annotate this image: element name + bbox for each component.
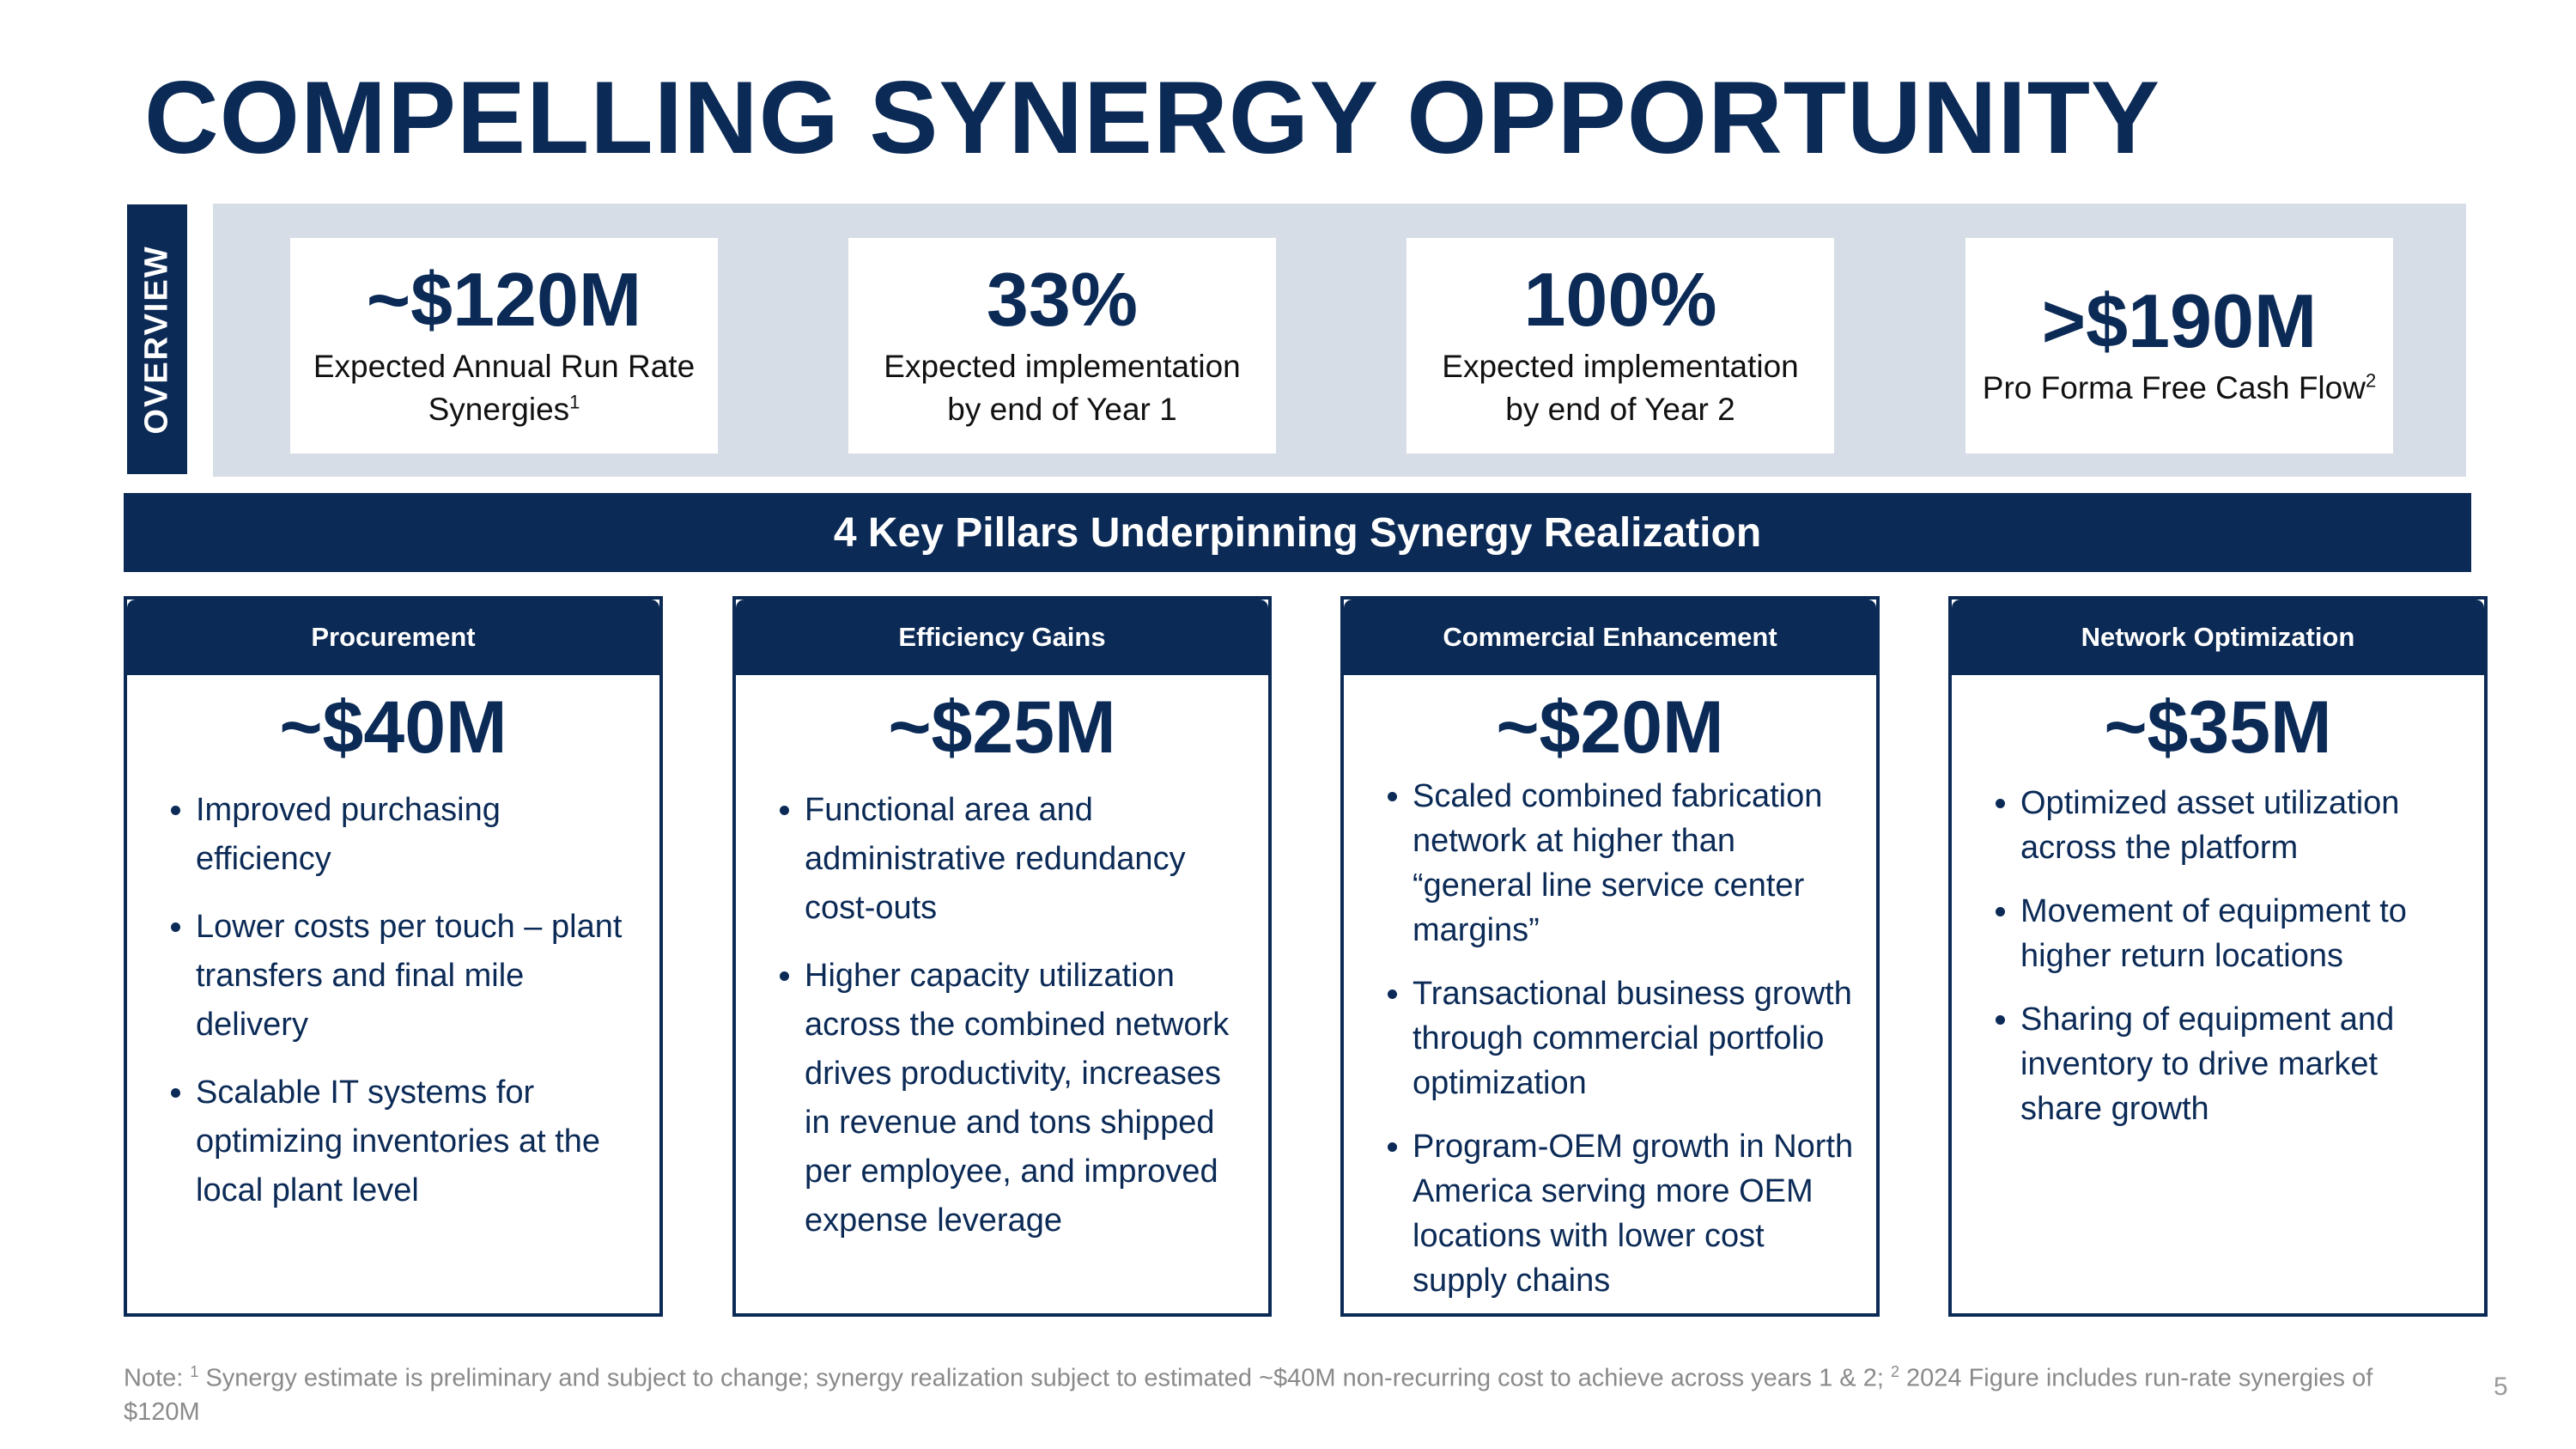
- overview-label: [127, 204, 187, 474]
- pillar-header: Efficiency Gains: [736, 600, 1268, 675]
- pillar-commercial-enhancement: [1340, 596, 1880, 1317]
- stat-description: Pro Forma Free Cash Flow$^2$: [1982, 369, 2377, 405]
- pillar-amount: ~$40M: [279, 686, 507, 769]
- pillar-header: Procurement: [127, 600, 659, 675]
- stat-value: 100%: [1523, 257, 1717, 343]
- stat-value: >$190M: [2041, 278, 2318, 364]
- pillar-header: Commercial Enhancement: [1344, 600, 1876, 675]
- stat-card-free-cash-flow: [1965, 238, 2393, 454]
- pillar-bullets: [736, 786, 1268, 1245]
- pillar-procurement: [124, 596, 663, 1317]
- stat-value: ~$120M: [366, 257, 642, 343]
- bullet-item: • Optimized asset utilization across the platform: [2020, 781, 2467, 870]
- stat-description: Expected Annual Run Rate Synergies$^1$: [313, 348, 696, 427]
- bullet-item: • Sharing of equipment and inventory to drive market share growth: [2020, 997, 2467, 1131]
- bullet-item: • Movement of equipment to higher return locations: [2020, 889, 2467, 978]
- stat-description: Expected implementation by end of Year 1: [884, 348, 1241, 427]
- stat-card-run-rate: [290, 238, 718, 454]
- pillar-header: Network Optimization: [1952, 600, 2484, 675]
- stat-value: 33%: [986, 257, 1139, 343]
- pillar-amount: ~$20M: [1496, 686, 1724, 769]
- bullet-item: • Functional area and administrative redundancy cost-outs: [805, 786, 1251, 933]
- page-number: 5: [2494, 1373, 2508, 1401]
- stat-card-year2: [1406, 238, 1834, 454]
- pillar-amount: ~$25M: [888, 686, 1116, 769]
- bullet-item: • Improved purchasing efficiency: [196, 786, 642, 884]
- pillar-amount: ~$35M: [2104, 686, 2332, 769]
- bullet-item: • Scalable IT systems for optimizing inventories at the local plant level: [196, 1068, 642, 1215]
- overview-label-text: OVERVIEW: [138, 244, 175, 435]
- bullet-item: • Scaled combined fabrication network at higher than “general line service center margins”: [1413, 774, 1859, 953]
- bullet-item: • Higher capacity utilization across the combined network drives productivity, increases in revenue and tons shipped per employee, and improved expense leverage: [805, 952, 1251, 1245]
- bullet-item: • Program-OEM growth in North America serving more OEM locations with lower cost supply chains: [1413, 1124, 1859, 1303]
- pillar-efficiency-gains: [732, 596, 1272, 1317]
- pillars-banner: 4 Key Pillars Underpinning Synergy Realization: [124, 493, 2471, 572]
- pillar-bullets: [1344, 774, 1876, 1303]
- footnote: Note: $^1$ Synergy estimate is preliminary and subject to change; synergy realization subject to estimated ~$40M non-recurring cost to achieve across years 1 & 2; $^2$ 2024 Figure includes run-rate synergies of $120M: [124, 1363, 2373, 1426]
- stat-description: Expected implementation by end of Year 2: [1442, 348, 1799, 427]
- stat-card-year1: [848, 238, 1276, 454]
- page-title: COMPELLING SYNERGY OPPORTUNITY: [144, 60, 2161, 175]
- bullet-item: • Transactional business growth through commercial portfolio optimization: [1413, 971, 1859, 1105]
- bullet-item: • Lower costs per touch – plant transfers and final mile delivery: [196, 903, 642, 1050]
- pillar-bullets: [1952, 781, 2484, 1131]
- pillar-bullets: [127, 786, 659, 1215]
- pillar-network-optimization: [1948, 596, 2488, 1317]
